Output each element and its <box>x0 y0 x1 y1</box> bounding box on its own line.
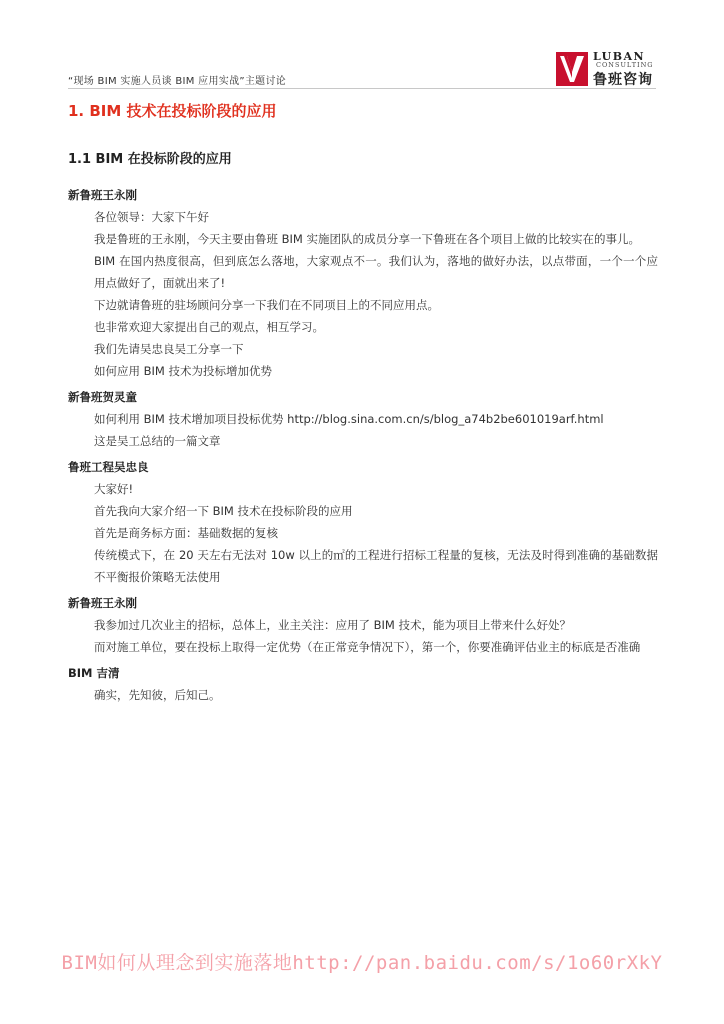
speaker-name: 新鲁班贺灵童 <box>68 390 137 404</box>
heading-1: 1. BIM 技术在投标阶段的应用 <box>68 102 277 120</box>
speaker-name: 新鲁班王永刚 <box>68 596 137 610</box>
message-line: 如何应用 BIM 技术为投标增加优势 <box>94 364 273 378</box>
message-line: BIM 在国内热度很高，但到底怎么落地，大家观点不一。我们认为，落地的做好办法，以点带面，一个一个应用点做好了，面就出来了! <box>94 254 658 290</box>
message-line: 首先我向大家介绍一下 BIM 技术在投标阶段的应用 <box>94 504 353 518</box>
message-line: 各位领导：大家下午好 <box>94 210 209 224</box>
message-line: 大家好! <box>94 482 134 496</box>
logo-text-en-sub: CONSULTING <box>596 61 654 69</box>
speaker-name: 鲁班工程吴忠良 <box>68 460 149 474</box>
message-line: 我是鲁班的王永刚，今天主要由鲁班 BIM 实施团队的成员分享一下鲁班在各个项目上做的比较实在的事儿。 <box>94 232 641 246</box>
logo-text-cn: 鲁班咨询 <box>593 72 653 88</box>
discussion-section <box>68 592 658 658</box>
heading-2: 1.1 BIM 在投标阶段的应用 <box>68 152 232 167</box>
luban-logo <box>556 50 656 90</box>
header-title: “现场 BIM 实施人员谈 BIM 应用实战”主题讨论 <box>68 76 287 87</box>
message-line: 首先是商务标方面：基础数据的复核 <box>94 526 278 540</box>
speaker-name: 新鲁班王永刚 <box>68 188 137 202</box>
message-line: 确实，先知彼，后知己。 <box>94 688 221 702</box>
message-line-with-link[interactable]: 如何利用 BIM 技术增加项目投标优势 http://blog.sina.com.cn/s/blog_a74b2be601019arf.html <box>94 412 604 426</box>
discussion-section <box>68 386 658 452</box>
discussion-content <box>68 184 658 706</box>
footer-watermark-link[interactable]: BIM如何从理念到实施落地http://pan.baidu.com/s/1o60rXkY <box>61 952 663 974</box>
message-line: 我参加过几次业主的招标，总体上，业主关注：应用了 BIM 技术，能为项目上带来什么好处？ <box>94 618 572 632</box>
message-line: 下边就请鲁班的驻场顾问分享一下我们在不同项目上的不同应用点。 <box>94 298 439 312</box>
message-line: 我们先请吴忠良吴工分享一下 <box>94 342 244 356</box>
speaker-name: BIM 吉清 <box>68 666 120 680</box>
discussion-section <box>68 662 658 706</box>
logo-text-en: LUBAN <box>593 50 646 63</box>
message-line: 而对施工单位，要在投标上取得一定优势（在正常竞争情况下），第一个，你要准确评估业主的标底是否准确 <box>94 640 641 654</box>
message-line: 传统模式下，在 20 天左右无法对 10w 以上的㎡的工程进行招标工程量的复核，无法及时得到准确的基础数据不平衡报价策略无法使用 <box>94 548 658 584</box>
page-header <box>68 50 656 90</box>
message-line: 这是吴工总结的一篇文章 <box>94 434 221 448</box>
message-line: 也非常欢迎大家提出自己的观点，相互学习。 <box>94 320 324 334</box>
discussion-section <box>68 184 658 382</box>
luban-v-logo-icon <box>556 52 588 86</box>
discussion-section <box>68 456 658 588</box>
